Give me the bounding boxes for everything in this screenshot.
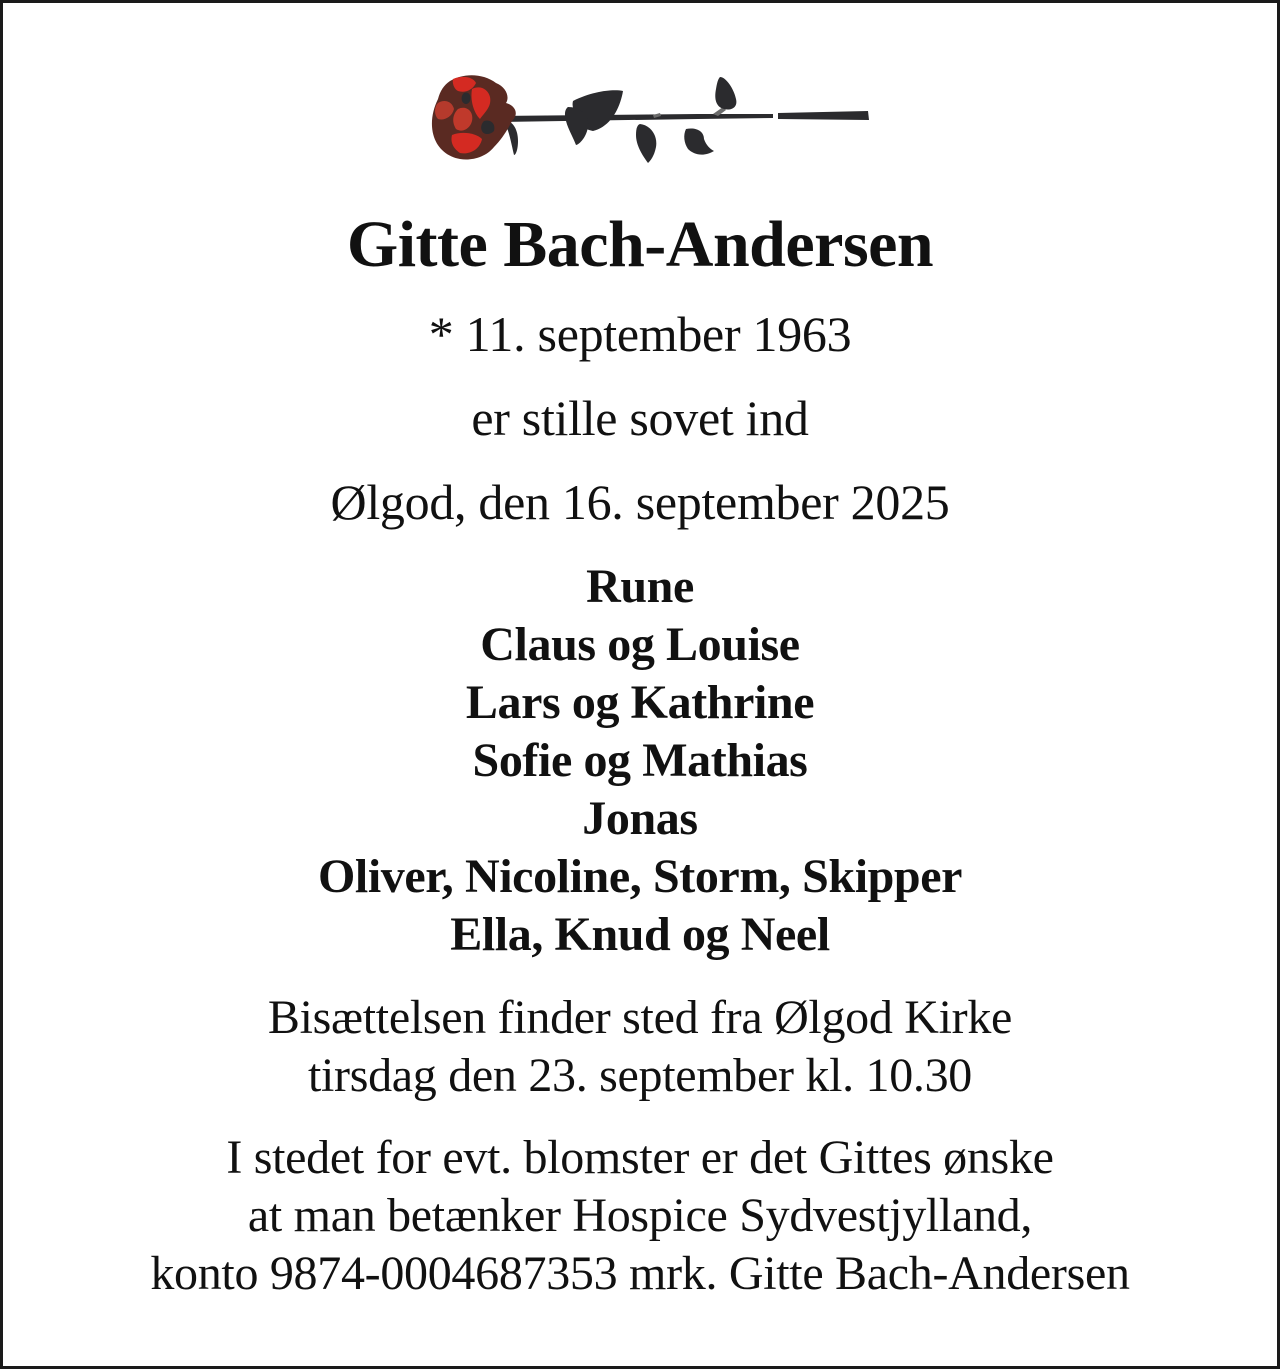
place-and-date: Ølgod, den 16. september 2025	[330, 474, 950, 530]
funeral-info	[3, 989, 1277, 1105]
wish-line: konto 9874-0004687353 mrk. Gitte Bach-Andersen	[150, 1247, 1130, 1300]
wish-line: I stedet for evt. blomster er det Gittes ønske	[226, 1131, 1054, 1184]
donation-wish	[3, 1129, 1277, 1303]
deceased-name: Gitte Bach-Andersen	[346, 208, 934, 281]
birth-date: * 11. september 1963	[428, 306, 852, 362]
passing-text: er stille sovet ind	[471, 390, 809, 446]
family-member: Lars og Kathrine	[465, 676, 815, 729]
family-member: Oliver, Nicoline, Storm, Skipper	[317, 850, 963, 903]
funeral-line: Bisættelsen finder sted fra Ølgod Kirke	[267, 991, 1013, 1044]
funeral-line: tirsdag den 23. september kl. 10.30	[307, 1049, 973, 1102]
family-list	[3, 558, 1277, 964]
rose-icon	[428, 69, 870, 169]
family-member: Jonas	[582, 792, 698, 845]
family-member: Claus og Louise	[480, 618, 800, 671]
wish-line: at man betænker Hospice Sydvestjylland,	[247, 1189, 1033, 1242]
family-member: Rune	[586, 560, 694, 613]
family-member: Ella, Knud og Neel	[450, 908, 830, 961]
family-member: Sofie og Mathias	[472, 734, 808, 787]
